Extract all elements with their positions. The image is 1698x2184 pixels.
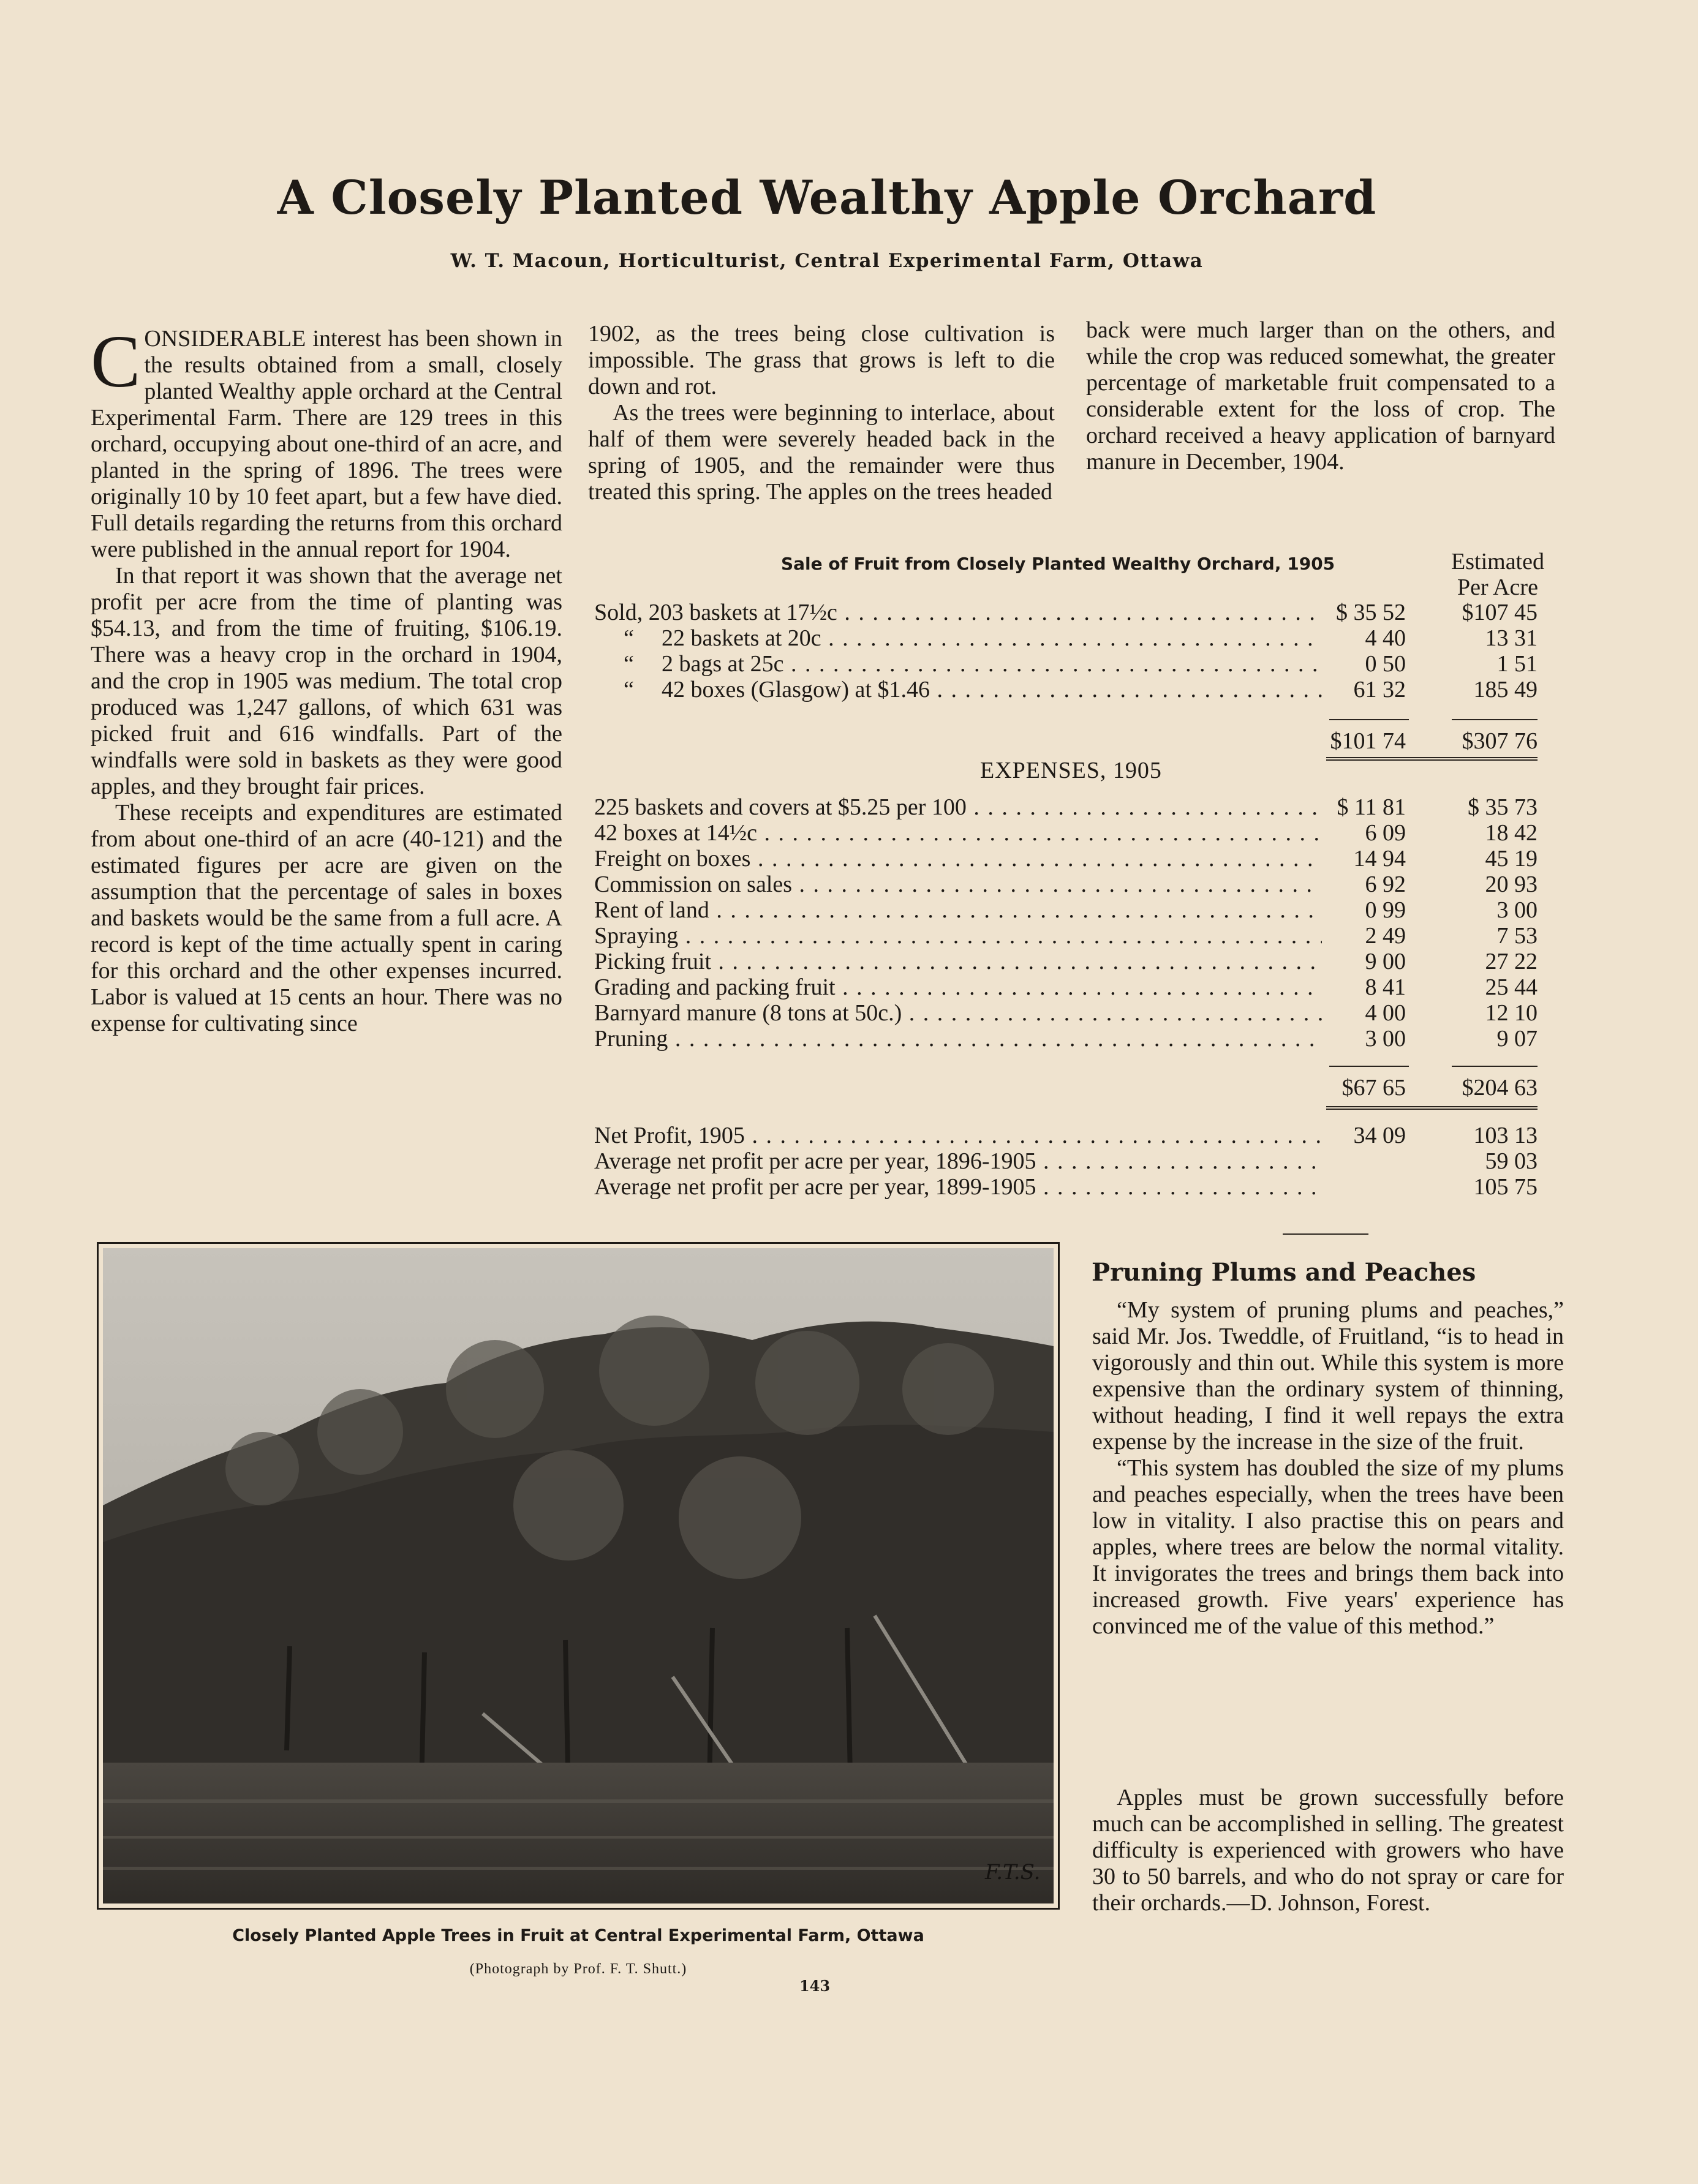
- article-title: A Closely Planted Wealthy Apple Orchard: [277, 170, 1377, 225]
- article-paragraph-3: These receipts and expenditures are estimated from about one-third of an acre (40-121) and the estimated figures per acre are given on the assumption that the percentage of sales in boxes and baskets would be the same from a full acre. A record is kept of the time actually spent in caring for this orchard and the other expenses incurred. Labor is valued at 15 cents an hour. There was no expense for cultivating since: [91, 800, 562, 1036]
- sidebar-heading: Pruning Plums and Peaches: [1092, 1258, 1476, 1287]
- photo-caption: Closely Planted Apple Trees in Fruit at Central Experimental Farm, Ottawa: [232, 1926, 924, 1945]
- ledger-row: “ 22 baskets at 20c . . . 4 40 13 31: [594, 625, 1559, 652]
- ledger-row: Grading and packing fruit . . . 8 41 25 44: [594, 974, 1559, 1001]
- ledger-row: 42 boxes at 14½c . . . 6 09 18 42: [594, 819, 1559, 846]
- ledger-row: “ 42 boxes (Glasgow) at $1.46 . . . 61 32 185 49: [594, 676, 1559, 703]
- estimated-header: Estimated Per Acre: [1451, 549, 1544, 600]
- article-byline: W. T. Macoun, Horticulturist, Central Experimental Farm, Ottawa: [450, 250, 1204, 272]
- article-column-2: [588, 321, 1055, 505]
- ledger-row: Sold, 203 baskets at 17½c . . . $ 35 52 $107 45: [594, 599, 1559, 626]
- expenses-total-rule: [1326, 1106, 1538, 1110]
- sidebar-paragraph-2: “This system has doubled the size of my plums and peaches especially, when the trees have been low in vitality. I also practise this on pears and apples, where trees are below the normal vitality. It invigorates the trees and brings them back into increased growth. Five years' experience has convinced me of the value of this method.”: [1092, 1455, 1564, 1639]
- photo-signature: F.T.S.: [985, 1860, 1041, 1885]
- ledger-row: Rent of land . . . 0 99 3 00: [594, 897, 1559, 924]
- article-paragraph-1: CONSIDERABLE interest has been shown in the results obtained from a small, closely planted Wealthy apple orchard at the Central Experimental Farm. There are 129 trees in this orchard, occupying about one-third of an acre, and planted in the spring of 1896. The trees were originally 10 by 10 feet apart, but a few have died. Full details regarding the returns from this orchard were published in the annual report for 1904.: [91, 320, 562, 562]
- ledger-row: 225 baskets and covers at $5.25 per 100 . . . $ 11 81 $ 35 73: [594, 794, 1559, 821]
- ledger-row: Average net profit per acre per year, 1896-1905 . . . 59 03: [594, 1148, 1559, 1175]
- sales-total-rule: [1326, 757, 1538, 761]
- ledger-row: Commission on sales . . . 6 92 20 93: [594, 871, 1559, 898]
- orchard-photo-image: [103, 1248, 1054, 1903]
- sidebar-note-column: [1092, 1785, 1564, 1916]
- ledger-row: Barnyard manure (8 tons at 50c.) . . . 4 00 12 10: [594, 1000, 1559, 1026]
- ledger-row: Spraying . . . 2 49 7 53: [594, 922, 1559, 949]
- article-paragraph-2: In that report it was shown that the average net profit per acre from the time of planting was $54.13, and from the time of fruiting, $106.19. There was a heavy crop in the orchard in 1904, and the crop in 1905 was medium. The total crop produced was 1,247 gallons, of which 631 was picked fruit and 616 windfalls. Part of the windfalls were sold in baskets as they were good apples, and they brought fair prices.: [91, 563, 562, 799]
- sidebar-paragraph-1: “My system of pruning plums and peaches,” said Mr. Jos. Tweddle, of Fruitland, “is to head in vigorously and thin out. While this system is more expensive than the ordinary system of thinning, without heading, I find it well repays the extra expense by the increase in the size of the fruit.: [1092, 1297, 1564, 1455]
- ledger-total-row: $67 65 $204 63: [1341, 1075, 1538, 1101]
- sidebar-paragraph-3: Apples must be grown successfully before much can be accomplished in selling. The greatest difficulty is experienced with growers who have 30 to 50 barrels, and who do not spray or care for their orchards.—D. Johnson, Forest.: [1092, 1785, 1564, 1916]
- drop-cap: C: [91, 320, 141, 403]
- article-column-1: [91, 320, 562, 1037]
- ledger-row: Pruning . . . 3 00 9 07: [594, 1025, 1559, 1052]
- ledger-row: Picking fruit . . . 9 00 27 22: [594, 948, 1559, 975]
- ledger-total-row: $101 74 $307 76: [1330, 728, 1538, 754]
- sidebar-column: [1092, 1297, 1564, 1640]
- ditto-mark: “: [624, 677, 634, 702]
- ditto-mark: “: [624, 651, 634, 677]
- ditto-mark: “: [624, 625, 634, 651]
- expenses-title: EXPENSES, 1905: [980, 758, 1162, 783]
- ledger-row: Freight on boxes . . . 14 94 45 19: [594, 845, 1559, 872]
- ledger-row: Net Profit, 1905 . . . 34 09 103 13: [594, 1122, 1559, 1149]
- article-paragraph-4: 1902, as the trees being close cultivation is impossible. The grass that grows is left to die down and rot.: [588, 321, 1055, 399]
- article-paragraph-6: back were much larger than on the others, and while the crop was reduced somewhat, the greater percentage of marketable fruit compensated to a considerable extent for the loss of crop. The orchard received a heavy application of barnyard manure in December, 1904.: [1086, 317, 1555, 475]
- expenses-subtotal-rule: [1452, 1066, 1538, 1067]
- ledger-row: Average net profit per acre per year, 1899-1905 . . . 105 75: [594, 1173, 1559, 1200]
- ledger-row: “ 2 bags at 25c . . . 0 50 1 51: [594, 650, 1559, 677]
- expenses-subtotal-rule: [1329, 1066, 1409, 1067]
- photo-credit: (Photograph by Prof. F. T. Shutt.): [469, 1961, 687, 1977]
- sale-caption: Sale of Fruit from Closely Planted Wealthy Orchard, 1905: [781, 554, 1335, 574]
- article-paragraph-5: As the trees were beginning to interlace, about half of them were severely headed back in the spring of 1905, and the remainder were thus treated this spring. The apples on the trees headed: [588, 400, 1055, 505]
- section-divider: [1283, 1233, 1368, 1235]
- orchard-photograph: [97, 1242, 1060, 1910]
- page-number: 143: [799, 1977, 831, 1995]
- sales-subtotal-rule: [1329, 719, 1409, 720]
- article-column-3: [1086, 317, 1555, 475]
- sales-subtotal-rule: [1452, 719, 1538, 720]
